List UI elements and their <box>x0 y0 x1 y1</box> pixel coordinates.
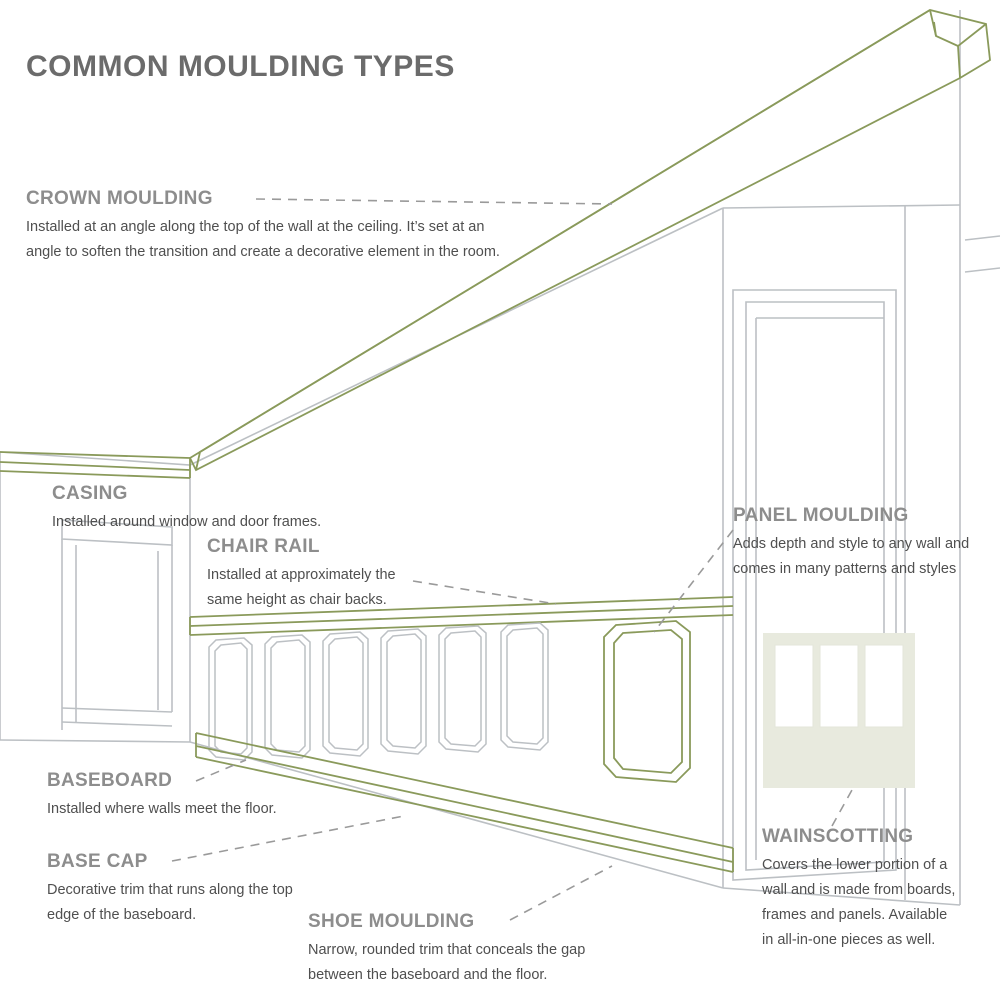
callout-heading-chair-rail: CHAIR RAIL <box>207 536 320 557</box>
door-opening <box>733 290 896 880</box>
page-title-text: COMMON MOULDING TYPES <box>26 50 455 83</box>
callout-chair-rail[interactable] <box>207 536 447 613</box>
wainscotting-block <box>763 633 915 788</box>
callout-heading-shoe-moulding: SHOE MOULDING <box>308 911 475 932</box>
panel-moulding-shape <box>604 621 690 782</box>
callout-baseboard[interactable] <box>47 770 347 822</box>
callout-casing[interactable] <box>52 483 382 535</box>
callout-base-cap[interactable] <box>47 851 317 928</box>
callout-heading-base-cap: BASE CAP <box>47 851 148 872</box>
casing-shape <box>62 520 172 730</box>
callout-panel-moulding[interactable] <box>733 505 1000 582</box>
callout-heading-casing: CASING <box>52 483 128 504</box>
wall-panel-row <box>209 623 548 760</box>
callout-shoe-moulding[interactable] <box>308 911 638 988</box>
page-title <box>26 50 455 84</box>
callout-body-casing: Installed around window and door frames. <box>52 514 322 530</box>
callout-wainscotting[interactable] <box>762 826 972 953</box>
callout-crown-moulding[interactable] <box>26 188 526 265</box>
callout-body-crown-moulding: Installed at an angle along the top of the wall at the ceiling. It’s set at an angle to soften the transition and create a decorative element in the room. <box>26 219 500 260</box>
callout-body-base-cap: Decorative trim that runs along the top edge of the baseboard. <box>47 882 293 923</box>
callout-heading-baseboard: BASEBOARD <box>47 770 173 791</box>
leader-wainscot <box>832 790 852 826</box>
callout-heading-wainscotting: WAINSCOTTING <box>762 826 914 847</box>
callout-heading-panel-moulding: PANEL MOULDING <box>733 505 909 526</box>
callout-body-shoe-moulding: Narrow, rounded trim that conceals the gap between the baseboard and the floor. <box>308 942 586 983</box>
callout-heading-crown-moulding: CROWN MOULDING <box>26 188 213 209</box>
callout-body-baseboard: Installed where walls meet the floor. <box>47 801 277 817</box>
callout-body-panel-moulding: Adds depth and style to any wall and comes in many patterns and styles <box>733 536 970 577</box>
callout-body-wainscotting: Covers the lower portion of a wall and is made from boards, frames and panels. Available in all-in-one pieces as well. <box>762 857 956 948</box>
callout-body-chair-rail: Installed at approximately the same height as chair backs. <box>207 567 396 608</box>
